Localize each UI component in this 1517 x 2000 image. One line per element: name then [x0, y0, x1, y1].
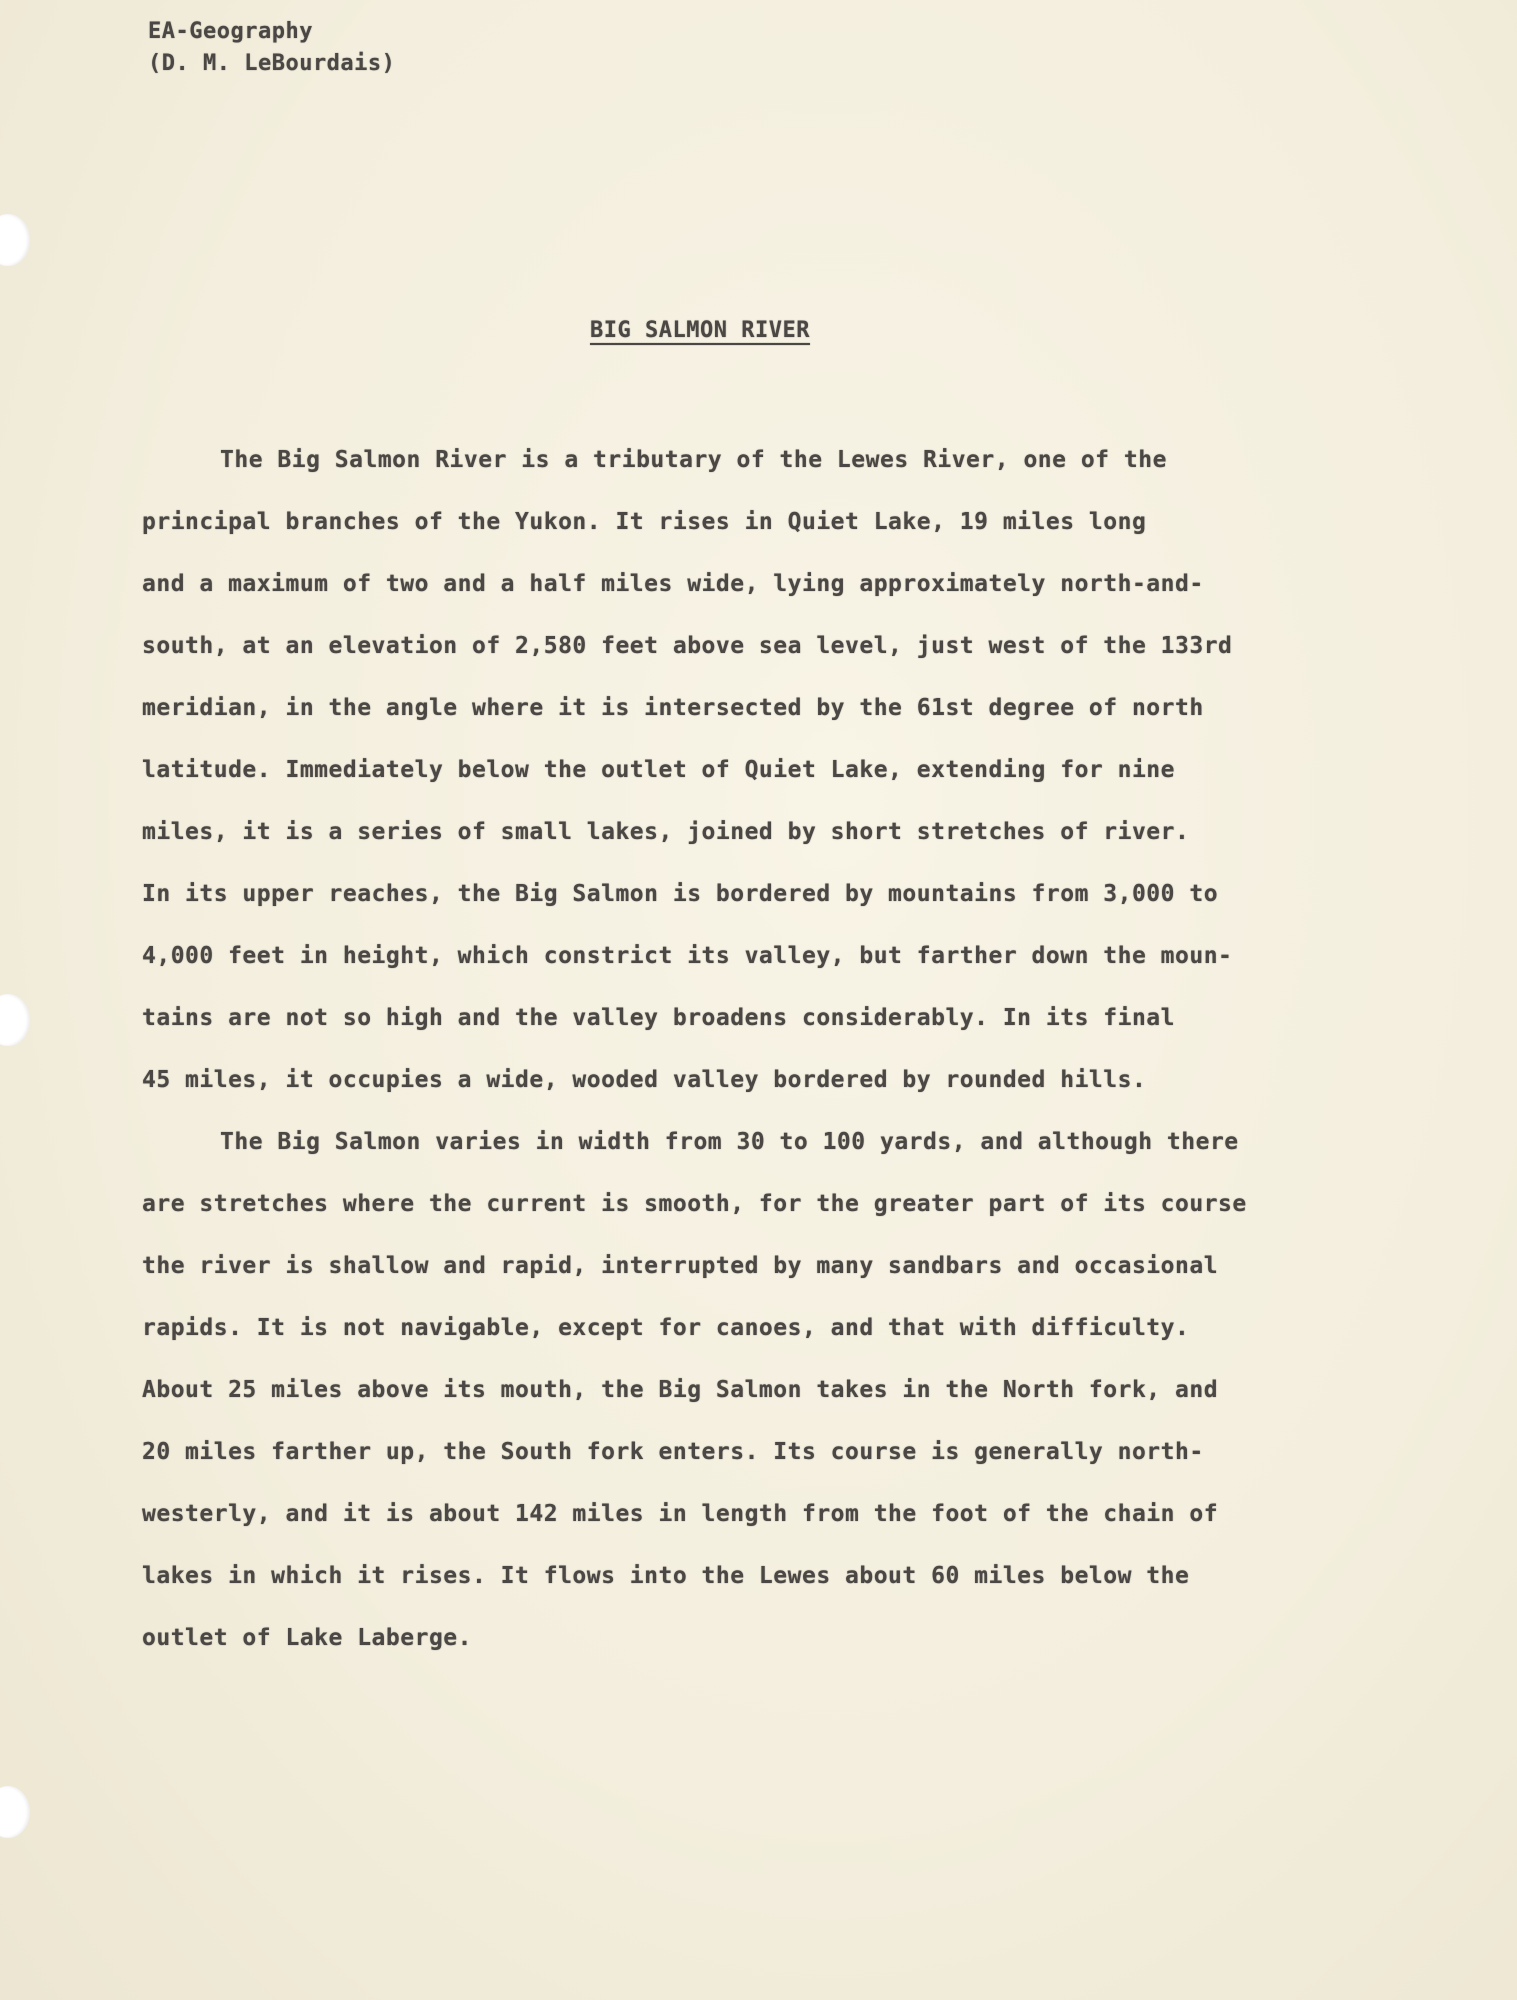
- text-line: About 25 miles above its mouth, the Big Salmon takes in the North fork, and: [142, 1377, 1219, 1403]
- text-line: the river is shallow and rapid, interrupted by many sandbars and occasional: [142, 1253, 1219, 1279]
- paragraph: [142, 440, 1342, 1122]
- text-line: outlet of Lake Laberge.: [142, 1625, 472, 1651]
- header-author: (D. M. LeBourdais): [148, 51, 396, 76]
- text-line: 20 miles farther up, the South fork enters. Its course is generally north-: [142, 1439, 1204, 1465]
- text-line: tains are not so high and the valley broadens considerably. In its final: [142, 1005, 1175, 1031]
- text-line: The Big Salmon River is a tributary of the Lewes River, one of the: [220, 447, 1167, 473]
- text-line: 45 miles, it occupies a wide, wooded valley bordered by rounded hills.: [142, 1067, 1147, 1093]
- paragraph: [142, 1122, 1342, 1680]
- text-line: principal branches of the Yukon. It rises in Quiet Lake, 19 miles long: [142, 509, 1147, 535]
- page-title: BIG SALMON RIVER: [590, 318, 810, 343]
- text-line: The Big Salmon varies in width from 30 to 100 yards, and although there: [220, 1129, 1239, 1155]
- text-line: lakes in which it rises. It flows into the Lewes about 60 miles below the: [142, 1563, 1190, 1589]
- punch-hole: [0, 994, 30, 1046]
- text-line: miles, it is a series of small lakes, joined by short stretches of river.: [142, 819, 1190, 845]
- text-line: In its upper reaches, the Big Salmon is bordered by mountains from 3,000 to: [142, 881, 1219, 907]
- text-line: 4,000 feet in height, which constrict its valley, but farther down the moun-: [142, 943, 1233, 969]
- punch-hole: [0, 1786, 30, 1838]
- punch-hole: [0, 214, 30, 266]
- text-line: are stretches where the current is smooth, for the greater part of its course: [142, 1191, 1247, 1217]
- text-line: westerly, and it is about 142 miles in length from the foot of the chain of: [142, 1501, 1219, 1527]
- text-line: and a maximum of two and a half miles wide, lying approximately north-and-: [142, 571, 1204, 597]
- body-text: [142, 440, 1342, 1680]
- header-subject: EA-Geography: [148, 19, 313, 44]
- text-line: south, at an elevation of 2,580 feet above sea level, just west of the 133rd: [142, 633, 1233, 659]
- document-header: [148, 16, 395, 80]
- text-line: rapids. It is not navigable, except for canoes, and that with difficulty.: [142, 1315, 1190, 1341]
- text-line: meridian, in the angle where it is intersected by the 61st degree of north: [142, 695, 1204, 721]
- text-line: latitude. Immediately below the outlet of Quiet Lake, extending for nine: [142, 757, 1175, 783]
